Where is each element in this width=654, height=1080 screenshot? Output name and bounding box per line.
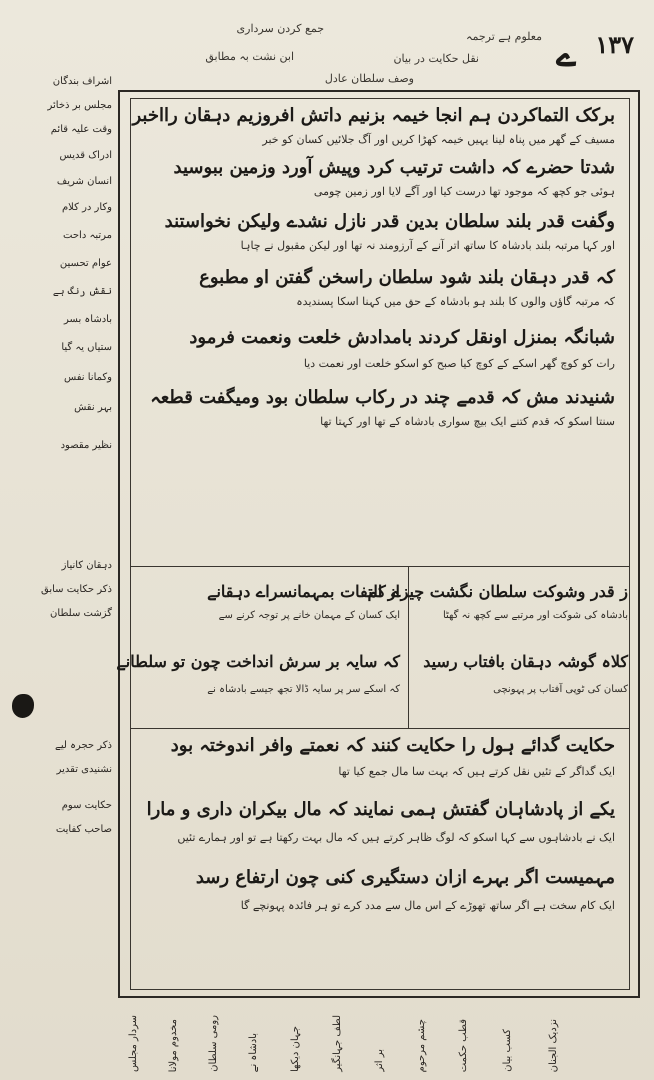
- margin-note: اشراف بندگان: [52, 76, 112, 87]
- verse-gloss: کسان کی ٹوپی آفتاب پر پہونچی: [493, 684, 628, 695]
- main-line: شبانگہ بمنزل اونقل کردند بامدادش خلعت ونعمت فرمود: [189, 327, 615, 348]
- bottom-note: کسب بیان: [502, 1029, 513, 1072]
- bottom-note: مخدوم مولانا: [168, 1018, 179, 1072]
- margin-note: بادشاہ بسر: [64, 314, 112, 325]
- margin-note: صاحب کفایت: [55, 824, 112, 835]
- margin-note: مجلس بر ذخائر: [47, 100, 112, 111]
- main-gloss: سنتا اسکو کہ قدم کتنے ایک بیچ سواری بادشاہ کے تھا اور کہتا تھا: [320, 415, 615, 428]
- verse-box-top-rule: [130, 566, 630, 567]
- margin-note: ادراک قدیس: [59, 150, 112, 161]
- header-note: جمع کردن سرداری: [236, 22, 324, 35]
- verse-line: کہ سایہ بر سرش انداخت چون تو سلطانے: [116, 652, 400, 671]
- story-gloss: ایک نے بادشاہوں سے کہا اسکو کہ لوگ ظاہر کرتے ہیں کہ مال بہت رکھتا ہے تو اور ہمارے تئیں: [177, 831, 615, 844]
- page-number: ۱۳۷: [595, 30, 634, 59]
- main-line: شدتا حضرے کہ داشت ترتیب کرد وپیش آورد وزمین ببوسید: [173, 157, 615, 178]
- margin-note: انسان شریف: [56, 176, 112, 187]
- main-gloss: ہوئی جو کچھ کہ موجود تھا درست کیا اور آگے لایا اور زمین چومی: [313, 185, 615, 198]
- margin-note: نقش رنگ ہے: [52, 286, 112, 297]
- bottom-note: بادشاہ نے: [248, 1032, 259, 1072]
- header-note: نقل حکایت در بیان: [393, 52, 479, 65]
- main-gloss: اور کہا مرتبہ بلند بادشاہ کا ساتھ اتر آنے کے آرزومند نہ تھا اور لیکن مقبول نے چاہا: [240, 239, 615, 252]
- bottom-note: چشم مرحوم: [416, 1018, 427, 1072]
- main-gloss: کہ مرتبہ گاؤں والوں کا بلند ہو بادشاہ کے حق میں کہنا اسکا پسندیدہ: [296, 295, 615, 308]
- margin-note: حکایت سوم: [61, 800, 112, 811]
- ink-blot: [12, 694, 34, 718]
- main-gloss: رات کو کوچ گھر اسکے کے کوچ کیا صبح کو اسکو خلعت اور نعمت دیا: [303, 357, 615, 370]
- verse-gloss: کہ اسکے سر پر سایہ ڈالا تجھ جیسے بادشاہ نے: [207, 684, 400, 695]
- margin-note: گزشت سلطان: [50, 608, 112, 619]
- verse-line: از التفات بمہمانسراے دہقانے: [207, 582, 400, 601]
- main-line: کہ قدر دہقان بلند شود سلطان راسخن گفتن او مطبوع: [199, 267, 615, 288]
- main-gloss: مسیف کے گھر میں پناہ لینا یہیں خیمہ کھڑا کریں اور آگ جلائیں کسان کو خبر: [262, 133, 615, 146]
- margin-note: دہقان کانیاز: [61, 560, 112, 571]
- margin-note: مرتبہ داحت: [63, 230, 112, 241]
- margin-note: وکار در کلام: [61, 202, 112, 213]
- margin-note: نشنیدی تقدیر: [56, 764, 112, 775]
- margin-note: وکمانا نفس: [63, 372, 112, 383]
- margin-note: نظیر مقصود: [60, 440, 112, 451]
- header-note: ابن نشت بہ مطابق: [205, 50, 294, 63]
- header-note: معلوم ہے ترجمہ: [466, 30, 542, 43]
- margin-note: بہر نقش: [74, 402, 112, 413]
- story-gloss: ایک کام سخت ہے اگر ساتھ تھوڑے کے اس مال سے مدد کرے تو ہر فائدہ پہونچے گا: [240, 899, 615, 912]
- story-line: مہمیست اگر بہرے ازان دستگیری کنی چون ارتفاع رسد: [195, 867, 615, 888]
- header-note: وصف سلطان عادل: [324, 72, 414, 85]
- bottom-note: لطف جہانگیر: [332, 1015, 343, 1072]
- verse-line: ز قدر وشوکت سلطان نگشت چیزے کم: [367, 582, 628, 601]
- bottom-note: بر اثر: [374, 1049, 385, 1072]
- margin-note: ذکر حجرہ لیے: [54, 740, 112, 751]
- main-line: وگفت قدر بلند سلطان بدین قدر نازل نشدے ولیکن نخواستند: [164, 211, 615, 232]
- main-line: شنیدند مش کہ قدمے چند در رکاب سلطان بود ومیگفت قطعہ: [150, 387, 615, 408]
- main-line: برکک التماکردن ہم انجا خیمہ بزنیم داتش افروزیم دہقان رااخبر: [132, 105, 615, 126]
- verse-box-bottom-rule: [130, 728, 630, 729]
- verse-gloss: ایک کسان کے مہمان خانے پر توجہ کرنے سے: [218, 610, 400, 621]
- text-block: [116, 98, 630, 990]
- bottom-note: جہان دیکھا: [290, 1025, 301, 1072]
- header-mark: ے: [556, 35, 576, 75]
- bottom-note: نزدیک الجنان: [548, 1018, 559, 1072]
- bottom-note: رومی سلطان: [208, 1015, 219, 1072]
- verse-line: کلاہ گوشہ دہقان بافتاب رسید: [423, 652, 628, 671]
- bottom-note: سردار مجلس: [128, 1014, 139, 1072]
- story-line: حکایت گدائے ہول را حکایت کنند کہ نعمتے وافر اندوختہ بود: [170, 735, 615, 756]
- margin-note: وقت علیہ قائم: [50, 124, 112, 135]
- bottom-note: قطب حکمت: [458, 1018, 469, 1072]
- margin-note: ذکر حکایت سابق: [41, 584, 112, 595]
- margin-note: ستیاں یہ گیا: [61, 342, 112, 353]
- margin-note: عوام تحسین: [59, 258, 112, 269]
- story-gloss: ایک گداگر کے تئیں نقل کرتے ہیں کہ بہت سا مال جمع کیا تھا: [338, 765, 615, 778]
- verse-gloss: بادشاہ کی شوکت اور مرتبے سے کچھ نہ گھٹا: [442, 610, 628, 621]
- story-line: یکے از پادشاہان گفتش ہمی نمایند کہ مال بیکران داری و مارا: [146, 799, 615, 820]
